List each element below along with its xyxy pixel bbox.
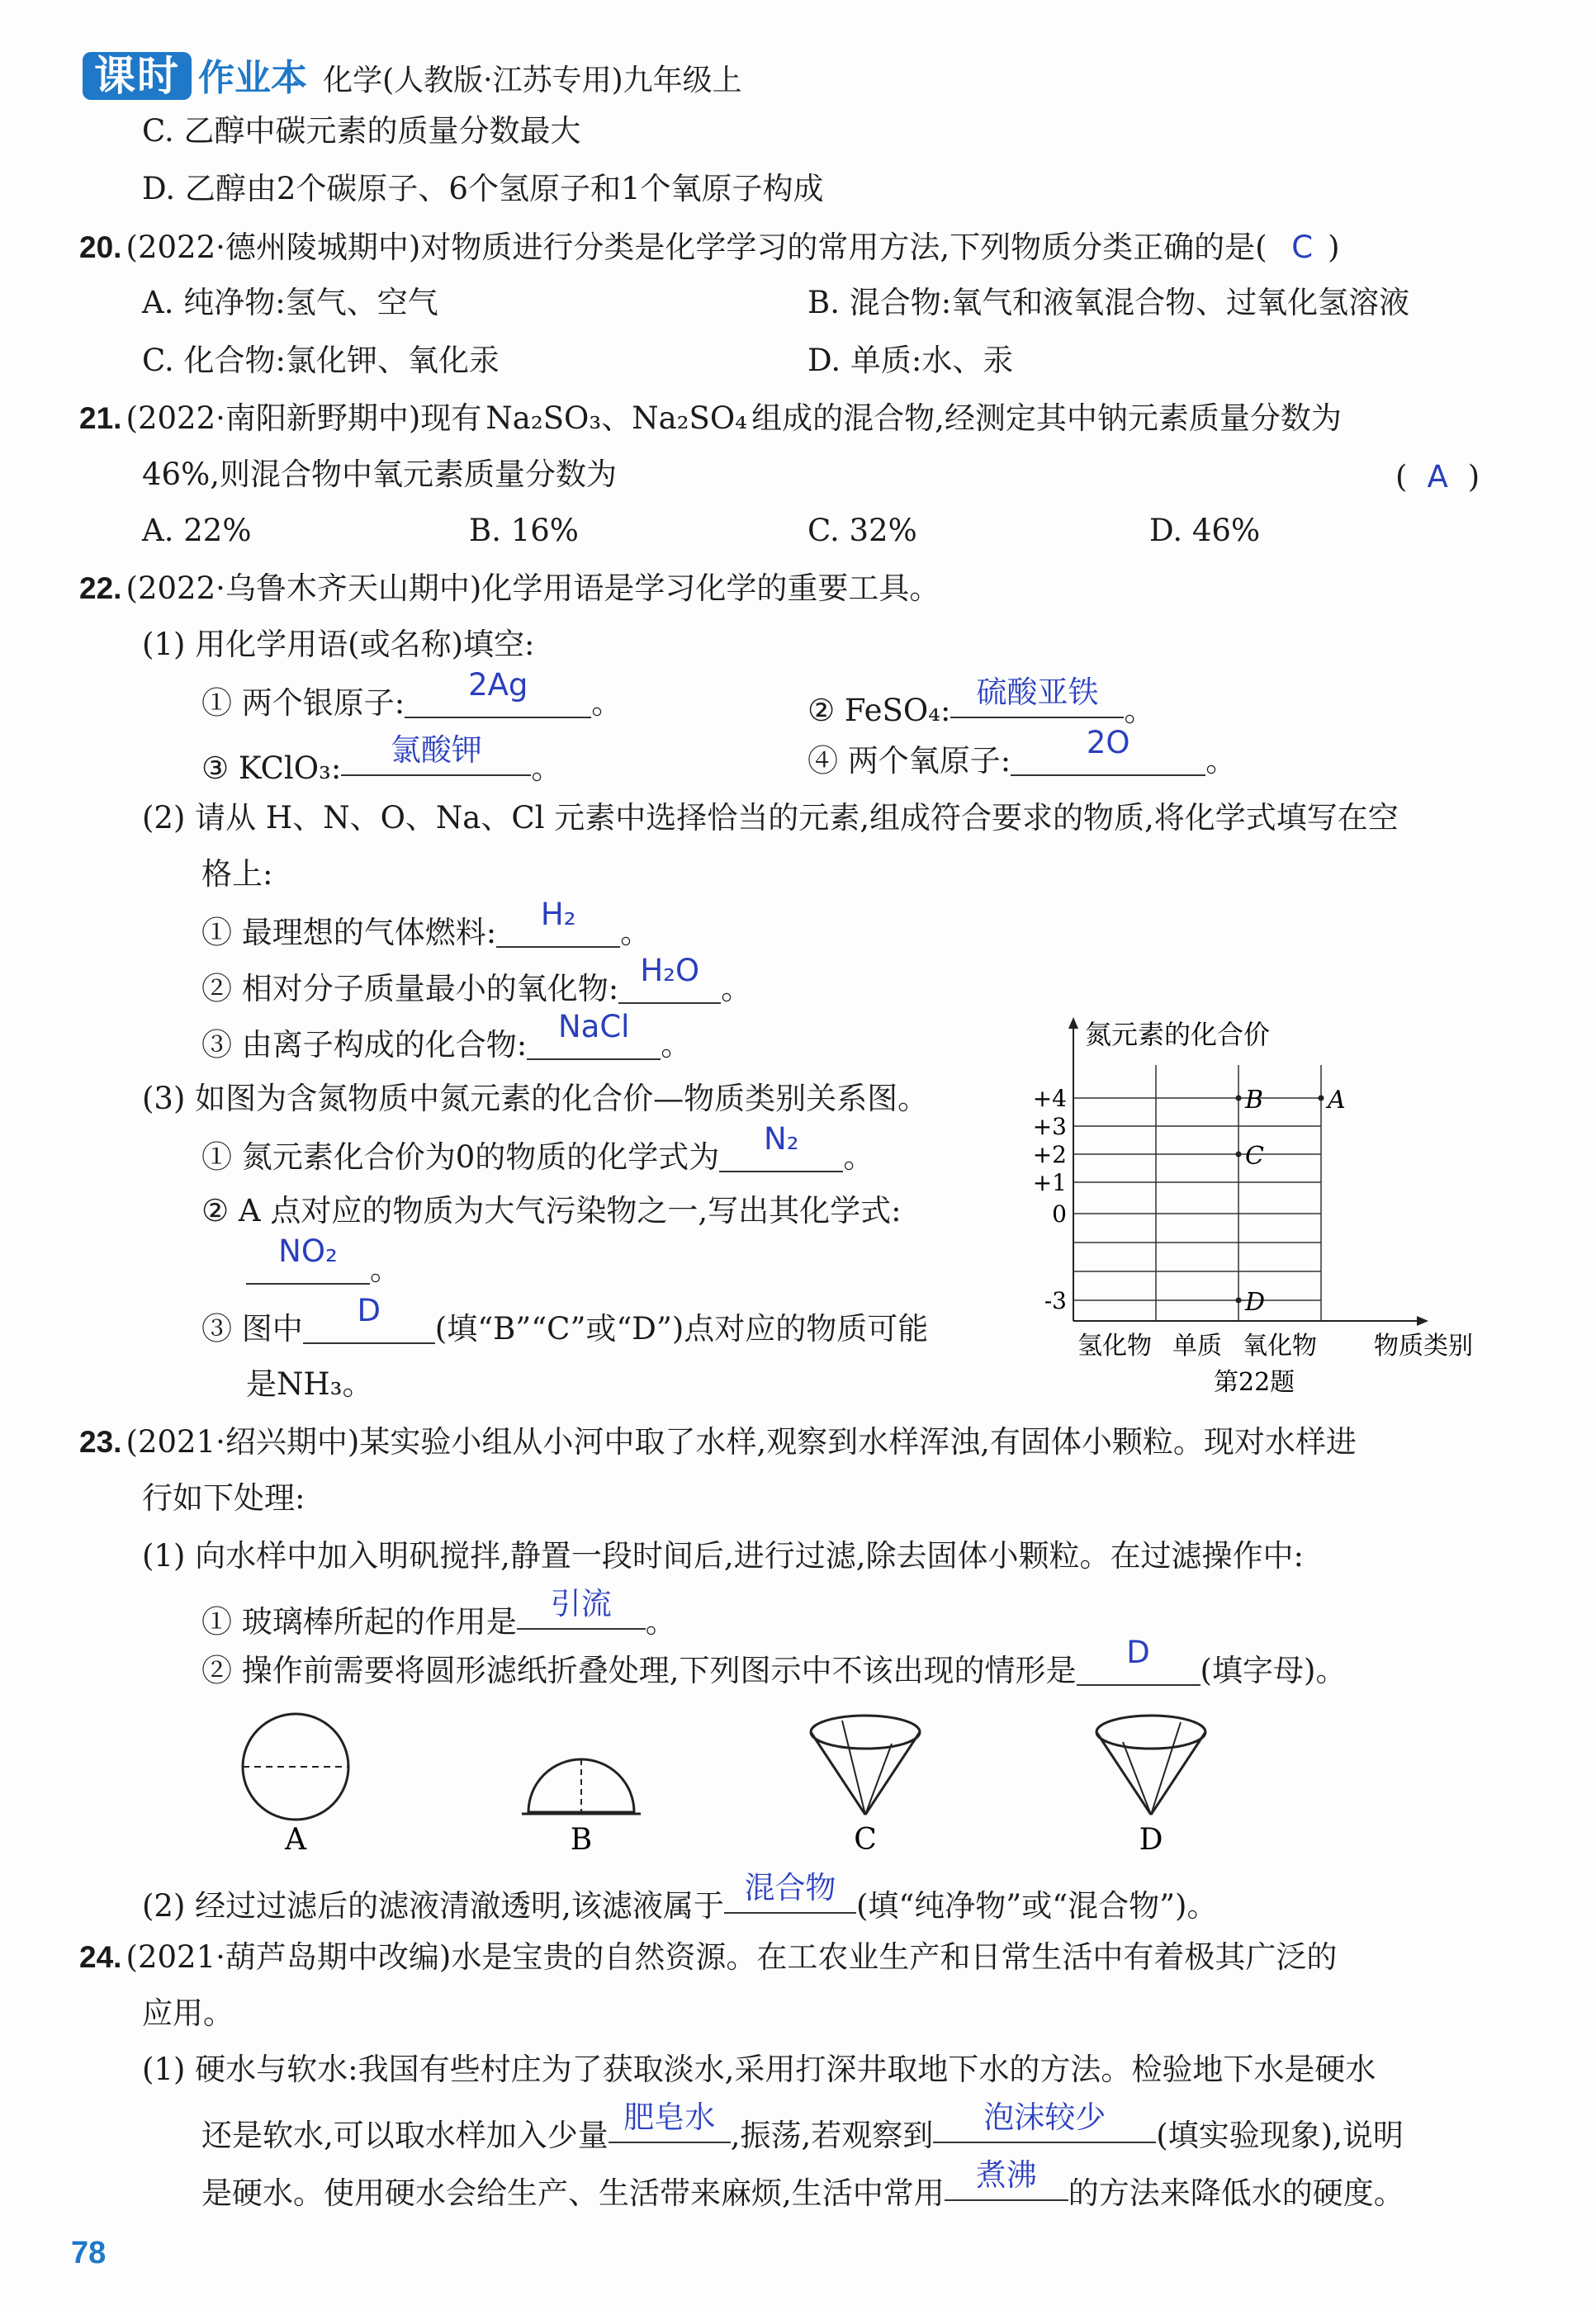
chart-title: 氮元素的化合价 (1085, 1019, 1271, 1050)
q22-p3-item1-blank (719, 1121, 843, 1172)
q24-stem (79, 1940, 1337, 1975)
q22-p3-item3-answer: D (357, 1293, 381, 1328)
q22-p3-item2-answer-line (246, 1233, 400, 1287)
q23-p1-item1-answer: 引流 (550, 1586, 612, 1621)
q24-part1-line1: (1) 硬水与软水:我国有些村庄为了获取淡水,采用打深井取地下水的方法。检验地下水是硬水 (142, 2052, 1376, 2087)
q24-p1-answer2: 泡沫较少 (983, 2099, 1106, 2135)
q24-p1-answer1: 肥皂水 (623, 2099, 716, 2135)
q22-p3-item3-end: 是NH₃。 (246, 1366, 373, 1402)
q21-text-b: 组成的混合物,经测定其中钠元素质量分数为 (751, 400, 1342, 436)
q22-p1-item2-label: ② FeSO₄: (807, 693, 951, 728)
q24-p1-text-b: 还是软水,可以取水样加入少量 (201, 2118, 609, 2153)
q22-p1-item4-answer: 2O (1086, 725, 1130, 760)
q20-paren-close: ) (1328, 230, 1340, 265)
chart-point-label-B: B (1245, 1086, 1264, 1115)
q20-option-b: B. 混合物:氧气和液氧混合物、过氧化氢溶液 (807, 285, 1410, 320)
q22-p2-item3-label: ③ 由离子构成的化合物: (201, 1027, 528, 1063)
chart-xlabel: 物质类别 (1374, 1332, 1473, 1361)
chart-point-A (1319, 1096, 1324, 1101)
q20-paren-open: ( (1255, 230, 1277, 265)
q22-p2-item1-answer: H₂ (540, 897, 576, 932)
q22-p2-item1-label: ① 最理想的气体燃料: (201, 915, 497, 950)
chart-ytick-label: +1 (1032, 1169, 1067, 1196)
header-subject: 化学(人教版·江苏专用)九年级上 (323, 64, 742, 97)
q23-p1-item2-blank (1077, 1635, 1201, 1686)
q22-p2-item2 (201, 953, 752, 1006)
chart-point-label-C: C (1245, 1142, 1264, 1171)
q23-part2-blank (724, 1870, 856, 1914)
q21-text-c: 46%,则混合物中氧元素质量分数为 (142, 457, 617, 492)
q22-p2-item1 (201, 897, 651, 950)
q22-p2-item3-blank (527, 1009, 661, 1060)
q23-part2-text: (2) 经过过滤后的滤液清澈透明,该滤液属于 (142, 1888, 724, 1924)
q22-p3-item3-label: ③ 图中 (201, 1311, 303, 1347)
q22-number: 22. (79, 571, 122, 605)
q21-option-a: A. 22% (142, 513, 252, 548)
period: 。 (661, 1027, 692, 1063)
chart-ytick-label: +3 (1032, 1113, 1067, 1140)
q23-p1-item2-tail: (填字母)。 (1200, 1653, 1347, 1688)
q24-p1-blank1 (609, 2099, 731, 2143)
q24-text2: 应用。 (142, 1995, 234, 2031)
q22-part2-title2: 格上: (201, 856, 273, 892)
q19-option-d: D. 乙醇由2个碳原子、6个氢原子和1个氧原子构成 (142, 171, 824, 206)
q24-part1-line3 (201, 2157, 1404, 2211)
chart-ytick-label: +4 (1032, 1085, 1067, 1112)
period: 。 (721, 971, 752, 1006)
figure-b-label: B (570, 1823, 593, 1857)
chart-caption: 第22题 (1214, 1368, 1295, 1397)
chart-point-label-D: D (1245, 1288, 1266, 1317)
q22-p1-item3-blank (341, 732, 531, 776)
q22-part2-title: (2) 请从 H、N、O、Na、Cl 元素中选择恰当的元素,组成符合要求的物质,将化学式填写在空 (142, 800, 1399, 835)
q22-p3-item3 (201, 1293, 929, 1347)
q22-p2-item3-answer: NaCl (558, 1009, 630, 1044)
q22-p1-item4 (807, 725, 1237, 779)
q22-p1-item3 (201, 732, 562, 786)
y-axis-arrow (1068, 1017, 1078, 1029)
logo-sub: 作业本 (198, 57, 307, 99)
q24-text: (2021·葫芦岛期中改编)水是宝贵的自然资源。在工农业生产和日常生活中有着极其广泛的 (126, 1939, 1338, 1975)
figure-b (522, 1759, 641, 1857)
q24-p1-blank3 (945, 2157, 1068, 2201)
q22-p1-item4-label: ④ 两个氧原子: (807, 743, 1011, 779)
q19-option-c: C. 乙醇中碳元素的质量分数最大 (142, 113, 581, 149)
q23-part2 (142, 1870, 1218, 1924)
chart-ytick-label: -3 (1044, 1287, 1067, 1314)
period: 。 (620, 915, 651, 950)
q22-p3-item3-blank (303, 1293, 435, 1344)
q23-p1-item1-blank (517, 1586, 646, 1630)
q23-p1-item1 (201, 1586, 676, 1640)
q21-option-d: D. 46% (1149, 513, 1261, 548)
period: 。 (1205, 743, 1237, 779)
valence-chart (1032, 1015, 1494, 1404)
q22-p1-item1-label: ① 两个银原子: (201, 685, 405, 721)
chart-ytick-label: +2 (1032, 1141, 1067, 1168)
q24-p1-answer3: 煮沸 (975, 2157, 1037, 2193)
figure-c-label: C (854, 1823, 877, 1857)
chart-grid (1073, 1065, 1321, 1321)
q21-option-c: C. 32% (807, 513, 917, 548)
q23-p1-item2 (201, 1635, 1347, 1688)
q22-text: (2022·乌鲁木齐天山期中)化学用语是学习化学的重要工具。 (126, 570, 940, 606)
q23-part2-tail: (填“纯净物”或“混合物”)。 (855, 1888, 1218, 1924)
q21-answer-paren: ( A ) (1395, 459, 1480, 495)
q22-p3-item2-blank (246, 1233, 370, 1285)
page-number: 78 (71, 2236, 107, 2270)
figure-c (811, 1716, 920, 1857)
q21-text-a: (2022·南阳新野期中)现有 (126, 400, 482, 436)
q24-p1-text-c: ,振荡,若观察到 (730, 2118, 934, 2153)
chart-point-D (1236, 1298, 1242, 1304)
period: 。 (1124, 693, 1155, 728)
chart-xtick-label: 氧化物 (1243, 1332, 1317, 1361)
q24-p1-text-d: (填实验现象),说明 (1156, 2118, 1404, 2153)
q22-p3-item2-answer: NO₂ (278, 1233, 338, 1269)
q22-p2-item2-label: ② 相对分子质量最小的氧化物: (201, 971, 619, 1006)
q23-p1-item1-label: ① 玻璃棒所起的作用是 (201, 1604, 517, 1640)
period: 。 (645, 1604, 676, 1640)
q24-p1-text-e: 是硬水。使用硬水会给生产、生活带来麻烦,生活中常用 (201, 2175, 945, 2211)
q22-p1-item4-blank (1011, 725, 1205, 776)
filter-paper-figures (223, 1709, 1461, 1858)
chart-point-B (1236, 1096, 1242, 1101)
q21-sep: 、 (601, 400, 632, 436)
q22-p1-item3-answer: 氯酸钾 (390, 732, 482, 768)
q21-number: 21. (79, 401, 122, 435)
q23-part1-title: (1) 向水样中加入明矾搅拌,静置一段时间后,进行过滤,除去固体小颗粒。在过滤操作中: (142, 1538, 1304, 1574)
x-axis-arrow (1417, 1316, 1428, 1326)
q20-option-a: A. 纯净物:氢气、空气 (142, 285, 438, 320)
q24-number: 24. (79, 1940, 122, 1974)
q22-p3-item2: ② A 点对应的物质为大气污染物之一,写出其化学式: (201, 1193, 902, 1228)
figure-a (243, 1714, 348, 1857)
q22-p2-item2-answer: H₂O (640, 953, 700, 988)
period: 。 (370, 1252, 400, 1287)
q21-formula-1: Na₂SO₃ (485, 400, 602, 436)
q22-stem (79, 571, 940, 606)
q22-p1-item2-blank (950, 675, 1124, 718)
q21-formula-2: Na₂SO₄ (632, 400, 747, 436)
chart-point-C (1236, 1152, 1242, 1157)
period: 。 (843, 1139, 874, 1175)
q24-p1-blank2 (933, 2099, 1156, 2143)
q21-answer: A (1427, 459, 1448, 495)
q22-p2-item3 (201, 1009, 692, 1063)
q20-option-c: C. 化合物:氯化钾、氧化汞 (142, 343, 500, 378)
q22-p1-item1 (201, 667, 623, 721)
q22-part1-title: (1) 用化学用语(或名称)填空: (142, 627, 535, 662)
q23-number: 23. (79, 1425, 122, 1459)
q22-p2-item2-blank (618, 953, 721, 1004)
q20-stem (79, 230, 1340, 265)
q23-text: (2021·绍兴期中)某实验小组从小河中取了水样,观察到水样浑浊,有固体小颗粒。现对水样进 (126, 1424, 1357, 1460)
q22-part3-title: (3) 如图为含氮物质中氮元素的化合价—物质类别关系图。 (142, 1081, 929, 1116)
q23-part2-answer: 混合物 (744, 1870, 836, 1905)
q21-stem (79, 401, 1342, 436)
q23-stem (79, 1425, 1357, 1460)
figure-d-label: D (1139, 1823, 1163, 1857)
q22-p1-item1-blank (405, 667, 591, 718)
q20-text: (2022·德州陵城期中)对物质进行分类是化学学习的常用方法,下列物质分类正确的是 (126, 230, 1256, 265)
q21-option-b: B. 16% (469, 513, 579, 548)
chart-point-label-A: A (1328, 1086, 1346, 1115)
q23-p1-item2-answer: D (1126, 1635, 1150, 1670)
q22-p1-item1-answer: 2Ag (468, 667, 528, 703)
q23-p1-item2-label: ② 操作前需要将圆形滤纸折叠处理,下列图示中不该出现的情形是 (201, 1653, 1077, 1688)
period: 。 (531, 750, 562, 786)
q23-text2: 行如下处理: (142, 1480, 305, 1516)
q22-p2-item1-blank (496, 897, 620, 948)
chart-xtick-label: 氢化物 (1077, 1332, 1152, 1361)
period: 。 (591, 685, 623, 721)
logo-main: 课时 (83, 52, 192, 100)
q22-p1-item2-answer: 硫酸亚铁 (976, 675, 1099, 710)
q22-p3-item3-text: (填“B”“C”或“D”)点对应的物质可能 (434, 1311, 929, 1347)
q22-p3-item1-answer: N₂ (764, 1121, 799, 1157)
q24-p1-text-f: 的方法来降低水的硬度。 (1068, 2175, 1404, 2211)
q20-number: 20. (79, 230, 122, 264)
figure-a-label: A (285, 1823, 306, 1857)
chart-ytick-label: 0 (1052, 1200, 1067, 1228)
q20-answer: C (1291, 230, 1314, 265)
figure-d (1096, 1716, 1205, 1857)
header (83, 43, 742, 102)
q22-p1-item2 (807, 675, 1155, 728)
q24-part1-line2 (201, 2099, 1404, 2153)
q22-p3-item1-label: ① 氮元素化合价为0的物质的化学式为 (201, 1139, 720, 1175)
q20-option-d: D. 单质:水、汞 (807, 343, 1014, 378)
q22-p1-item3-label: ③ KClO₃: (201, 750, 342, 786)
q22-p3-item1 (201, 1121, 874, 1175)
chart-xtick-label: 单质 (1172, 1332, 1222, 1361)
